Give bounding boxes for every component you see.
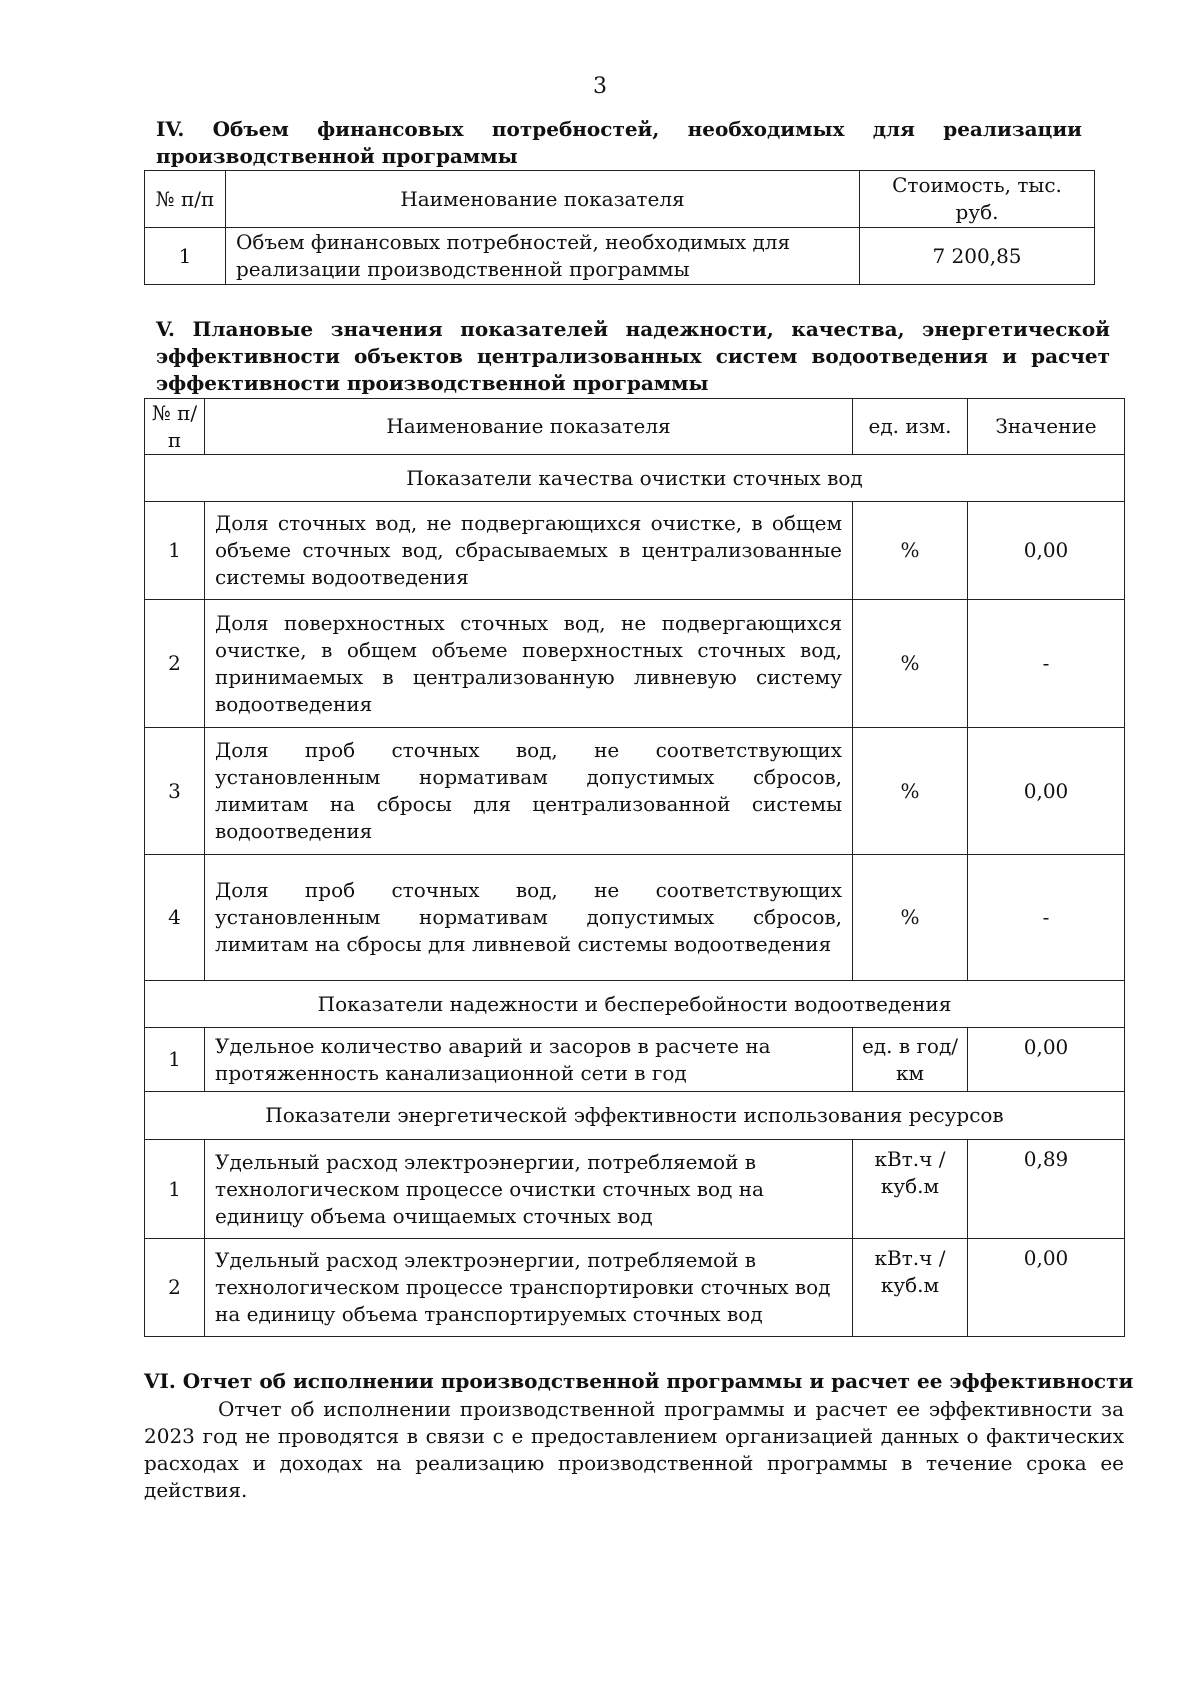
table-row — [145, 1239, 1125, 1337]
row-unit: % — [853, 600, 968, 728]
row-unit: кВт.ч / куб.м — [853, 1140, 968, 1239]
header-num: № п/п — [145, 399, 205, 455]
row-name: Доля сточных вод, не подвергающихся очистке, в общем объеме сточных вод, сбрасываемых в централизованные системы водоотведения — [205, 502, 853, 600]
row-value: 0,89 — [968, 1140, 1125, 1239]
table-row — [145, 855, 1125, 981]
group-title-row — [145, 1092, 1125, 1140]
row-name: Доля поверхностных сточных вод, не подвергающихся очистке, в общем объеме поверхностных сточных вод, принимаемых в централизованную ливневую систему водоотведения — [205, 600, 853, 728]
table-row — [145, 1140, 1125, 1239]
table-row — [145, 502, 1125, 600]
row-num: 1 — [145, 228, 226, 285]
section5-heading-line2: эффективности объектов централизованных систем водоотведения и расчет — [156, 344, 1110, 368]
row-name: Удельный расход электроэнергии, потребляемой в технологическом процессе транспортировки сточных вод на единицу объема транспортируемых сточных вод — [205, 1239, 853, 1337]
financial-table-header-row — [145, 171, 1095, 228]
header-value: Значение — [968, 399, 1125, 455]
indicators-table — [144, 398, 1125, 1337]
row-value: 0,00 — [968, 1028, 1125, 1092]
row-value: 0,00 — [968, 502, 1125, 600]
section5-heading — [156, 316, 1110, 397]
row-unit: % — [853, 728, 968, 855]
page-number: 3 — [593, 74, 607, 99]
row-num: 1 — [145, 502, 205, 600]
row-name: Доля проб сточных вод, не соответствующих установленным нормативам допустимых сбросов, лимитам на сбросы для централизованной системы водоотведения — [205, 728, 853, 855]
row-value: - — [968, 855, 1125, 981]
section6-paragraph: Отчет об исполнении производственной программы и расчет ее эффективности за 2023 год не проводятся в связи с е предоставлением организацией данных о фактических расходах и доходах на реализацию производственной программы в течение срока ее действия. — [144, 1397, 1124, 1502]
table-row — [145, 728, 1125, 855]
row-num: 2 — [145, 600, 205, 728]
header-name: Наименование показателя — [226, 171, 860, 228]
row-unit: кВт.ч / куб.м — [853, 1239, 968, 1337]
row-num: 1 — [145, 1028, 205, 1092]
section5-heading-line1: V. Плановые значения показателей надежности, качества, энергетической — [156, 317, 1110, 341]
row-num: 2 — [145, 1239, 205, 1337]
group2-title: Показатели надежности и бесперебойности водоотведения — [145, 981, 1125, 1028]
section5-heading-line3: эффективности производственной программы — [156, 371, 709, 395]
indicators-header-row — [145, 399, 1125, 455]
section4-heading-line1: IV. Объем финансовых потребностей, необходимых для реализации — [156, 117, 1082, 141]
header-num: № п/п — [145, 171, 226, 228]
row-unit: ед. в год/ км — [853, 1028, 968, 1092]
row-name: Объем финансовых потребностей, необходимых для реализации производственной программы — [226, 228, 860, 285]
row-name: Доля проб сточных вод, не соответствующих установленным нормативам допустимых сбросов, лимитам на сбросы для ливневой системы водоотведения — [205, 855, 853, 981]
section4-heading — [156, 116, 1082, 170]
section6-heading: VI. Отчет об исполнении производственной программы и расчет ее эффективности — [144, 1369, 1134, 1393]
row-value: - — [968, 600, 1125, 728]
financial-needs-table — [144, 170, 1095, 285]
group1-title: Показатели качества очистки сточных вод — [145, 455, 1125, 502]
row-num: 3 — [145, 728, 205, 855]
group-title-row — [145, 455, 1125, 502]
header-cost: Стоимость, тыс. руб. — [860, 171, 1095, 228]
row-unit: % — [853, 502, 968, 600]
row-name: Удельный расход электроэнергии, потребляемой в технологическом процессе очистки сточных вод на единицу объема очищаемых сточных вод — [205, 1140, 853, 1239]
row-cost: 7 200,85 — [860, 228, 1095, 285]
group3-title: Показатели энергетической эффективности использования ресурсов — [145, 1092, 1125, 1140]
row-num: 4 — [145, 855, 205, 981]
row-value: 0,00 — [968, 728, 1125, 855]
table-row — [145, 1028, 1125, 1092]
row-num: 1 — [145, 1140, 205, 1239]
section4-heading-line2: производственной программы — [156, 144, 518, 168]
header-unit: ед. изм. — [853, 399, 968, 455]
row-value: 0,00 — [968, 1239, 1125, 1337]
table-row — [145, 228, 1095, 285]
table-row — [145, 600, 1125, 728]
header-name: Наименование показателя — [205, 399, 853, 455]
row-name: Удельное количество аварий и засоров в расчете на протяженность канализационной сети в год — [205, 1028, 853, 1092]
row-unit: % — [853, 855, 968, 981]
group-title-row — [145, 981, 1125, 1028]
